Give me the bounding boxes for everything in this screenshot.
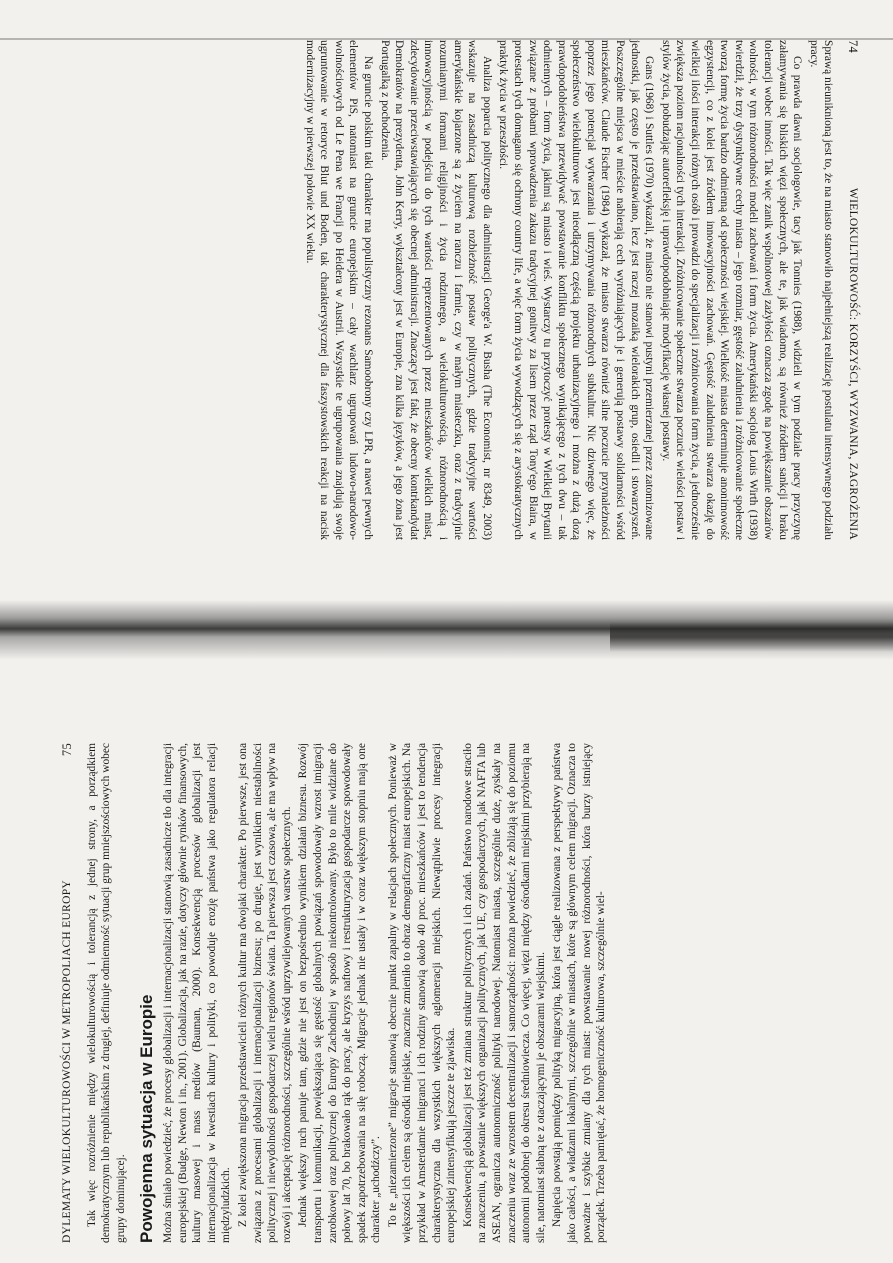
paragraph: Konsekwencją globalizacji jest też zmiana struktur politycznych i ich zadań. Państwo narodowe straciło na znaczeniu, a powstanie większych organizacji politycznych, jak UE, czy gospodarczych, jak NAFTA lub ASEAN, ogranicza autonomiczność polityki narodowej. Natomiast miasta, szczególnie duże, zyskały na znaczeniu wraz ze wzrostem decentralizacji i samorządności: można powiedzieć, że zbliżają się do poziomu autonomii podobnej do okresu średniowiecza. Co więcej, więzi między ośrodkami miejskimi przybierają na sile, natomiast słabną te z otaczającymi je obszarami wiejskimi. [461, 743, 547, 1243]
paragraph: Napięcia powstają pomiędzy polityką migracyjną, która jest ciągle realizowana z perspektywy państwa jako całości, a władzami lokalnymi, szczególnie w miastach, które są głównym celem migracji. Oznacza to poważne i szybkie zmiany dla tych miast: powstawanie nowej różnorodności, która burzy istniejący porządek. Trzeba pamiętać, że homogeniczność kulturowa, szczególnie wiel- [551, 743, 608, 1243]
page-number-75: 75 [60, 743, 74, 757]
paragraph: Gans (1968) i Suttles (1970) wykazali, że miasto nie stanowi pustyni przemierzanej przez zatomizowane jednostki, jak często je przedstawiano, lecz jest raczej mozaiką wielorakich grup, osiedli i stowarzyszeń. Poszczególne miejsca w mieście nabierają cech wyróżniających je i generują postawy solidarności wśród mieszkańców. Claude Fischer (1984) wykazał, że miasto stwarza również silne poczucie przynależności poprzez jego potencjał wytwarzania i utrzymywania różnorodnych subkultur. Nic dziwnego więc, że społeczeństwo wielokulturowe jest nieodłączną częścią projektu urbanizacyjnego i można z dużą dozą prawdopodobieństwa przewidywać powstawanie konfliktu społecznego wynikającego z tych dwu – tak odmiennych – form życia, jakimi są miasto i wieś. Wystarczy tu przytoczyć protesty w Wielkiej Brytanii związane z próbami wprowadzenia zakazu tradycyjnej gonitwy za lisem przez rząd Tony'ego Blaira, w protestach tych domagano się ochrony country life, a więc form życia wywodzących się z arystokratycznych praktyk życia w przeszłości. [497, 40, 656, 540]
paragraph: Na gruncie polskim taki charakter ma populistyczny rezonans Samoobrony czy LPR, a nawet pewnych elementów PiS, natomiast na gruncie europejskim – cały wachlarz ugrupowań ludowo-narodowo-wolnościowych od Le Pena we Francji po Heidera w Austrii. Wszystkie te ugrupowania znajdują swoje ugruntowanie w retoryce Blut und Boden, tak charakterystycznej dla faszystowskich reakcji na nacisk modernizacyjny w pierwszej połowie XX wieku. [303, 40, 374, 540]
page-74-content [80, 40, 860, 540]
page-75-content [60, 743, 840, 1243]
paragraph: Co prawda dawni socjologowie, tacy jak Tonnies (1988), widzieli w tym podziale pracy przyczynę załamywania się bliskich więzi społecznych, ale te, jak wiadomo, są również źródłem sankcji i braku tolerancji wobec inności. Tak więc zanik wspólnotowej zażyłości oznacza zgodę na powiększanie obszarów wolności, w tym różnorodności modeli zachowań i form życia. Amerykański socjolog Louis Wirth (1938) twierdził, że trzy dystynktywne cechy miasta – jego rozmiar, gęstość zaludnienia i zróżnicowanie społeczne tworzą formę życia bardzo odmienną od społeczności wiejskiej. Wielkość miasta determinuje anonimowość egzystencji, co z kolei jest źródłem innowacyjności zachowań. Gęstość zaludnienia stwarza okazję do wielkiej ilości interakcji różnych osób i prowadzi do specjalizacji i zróżnicowania form życia, a jednocześnie zwiększa poziom racjonalności tych interakcji. Zróżnicowanie społeczne stwarza poczucie wielości postaw i stylów życia, pobudzając autorefleksję i uprawdopodobniając modyfikację własnej postawy. [659, 40, 804, 540]
page-74 [0, 0, 893, 600]
paragraph: Można śmiało powiedzieć, że procesy globalizacji i internacjonalizacji stanowią zasadnicze tło dla integracji europejskiej (Budge, Newton i in., 2001). Globalizacja, jak na razie, dotyczy głównie rynków finansowych, kultury masowej i mass mediów (Bauman, 2000). Konsekwencją procesów globalizacji jest internacjonalizacja w kwestiach kultury i polityki, co powoduje erozję państwa jako regulatora relacji międzyludzkich. [161, 743, 233, 1243]
book-gutter-shadow-edge [610, 622, 893, 652]
paragraph: Z kolei zwiększona migracja przedstawicieli różnych kultur ma dwojaki charakter. Po pierwsze, jest ona związana z procesami globalizacji i internacjonalizacji biznesu; po drugie, jest wynikiem niestabilności politycznej i niewydolności gospodarczej wielu regionów świata. Ta pierwsza jest czasowa, ale ma wpływ na rozwój i akceptację różnorodności, szczególnie wśród uprzywilejowanych warstw społecznych. [236, 743, 293, 1243]
paragraph: Sprawą nieuniknioną jest to, że na miasto stanowiło najpełniejszą realizację postulatu intensywnego podziału pracy. [807, 40, 835, 540]
running-head-74 [845, 40, 860, 540]
page-number-74: 74 [846, 40, 860, 54]
section-heading: Powojenna sytuacja w Europie [137, 994, 157, 1243]
running-head-title-74: WIELOKULTUROWOŚĆ: KORZYŚCI, WYZWANIA, ZAGROŻENIA [847, 187, 859, 540]
intro-paragraph: Tak więc rozróżnienie między wielokulturowością i tolerancją z jednej strony, a porządkiem demokratycznym lub republikańskim z drugiej, definiuje odmienność sytuacji grup mniejszościowych wobec grupy dominującej. [85, 743, 127, 1243]
paragraph: Jednak większy ruch panuje tam, gdzie nie jest on bezpośrednio wynikiem działań biznesu. Rozwój transportu i komunikacji, powiększająca się gęstość globalnych powiązań spowodowały wzrost imigracji zarobkowej oraz politycznej do Europy Zachodniej w sposób niekontrolowany. Było to mile widziane do połowy lat 70, bo brakowało rąk do pracy, ale kryzys naftowy i restrukturyzacja gospodarcze spowodowały spadek zapotrzebowania na siłę roboczą. Migracje jednak nie ustały i w coraz większym stopniu mają one charakter „uchodźczy”. [297, 743, 383, 1243]
running-head-75 [60, 743, 75, 1243]
page-75 [0, 663, 893, 1263]
running-head-title-75: DYLEMATY WIELOKULTUROWOŚCI W METROPOLIACH EUROPY [61, 879, 73, 1243]
paragraph: Analiza poparcia politycznego dla administracji George'a W. Busha (The Economist, nr 8349, 2003) wskazuje na zasadniczą kulturową rozbieżność postaw politycznych, gdzie tradycyjne wartości amerykańskie kojarzone są z życiem na ranczu i farmie, czy w małym miasteczku, oraz z tradycyjnie rozumianymi formami religijności i życia rodzinnego, a wielokulturowością, różnorodnością i innowacyjnością w podejściu do tych wartości reprezentowanych przez mieszkańców wielkich miast, zdecydowanie przeciwstawiających się obecnej administracji. Znaczący jest fakt, że obecny kontrkandydat Demokratów na prezydenta, John Kerry, wykształcony jest w Europie, zna kilka języków, a jego żona jest Portugalką z pochodzenia. [378, 40, 493, 540]
paragraph: To te „niezamierzone” migracje stanowią obecnie punkt zapalny w relacjach społecznych. Ponieważ w większości ich celem są ośrodki miejskie, znacznie zmieniło to obraz demograficzny miast europejskich. Na przykład w Amsterdamie imigranci i ich rodziny stanowią około 40 proc. mieszkańców i jest to tendencja charakterystyczna dla wszystkich większych aglomeracji miejskich. Niewątpliwie procesy integracji europejskiej zintensyfikują jeszcze te zjawiska. [386, 743, 458, 1243]
